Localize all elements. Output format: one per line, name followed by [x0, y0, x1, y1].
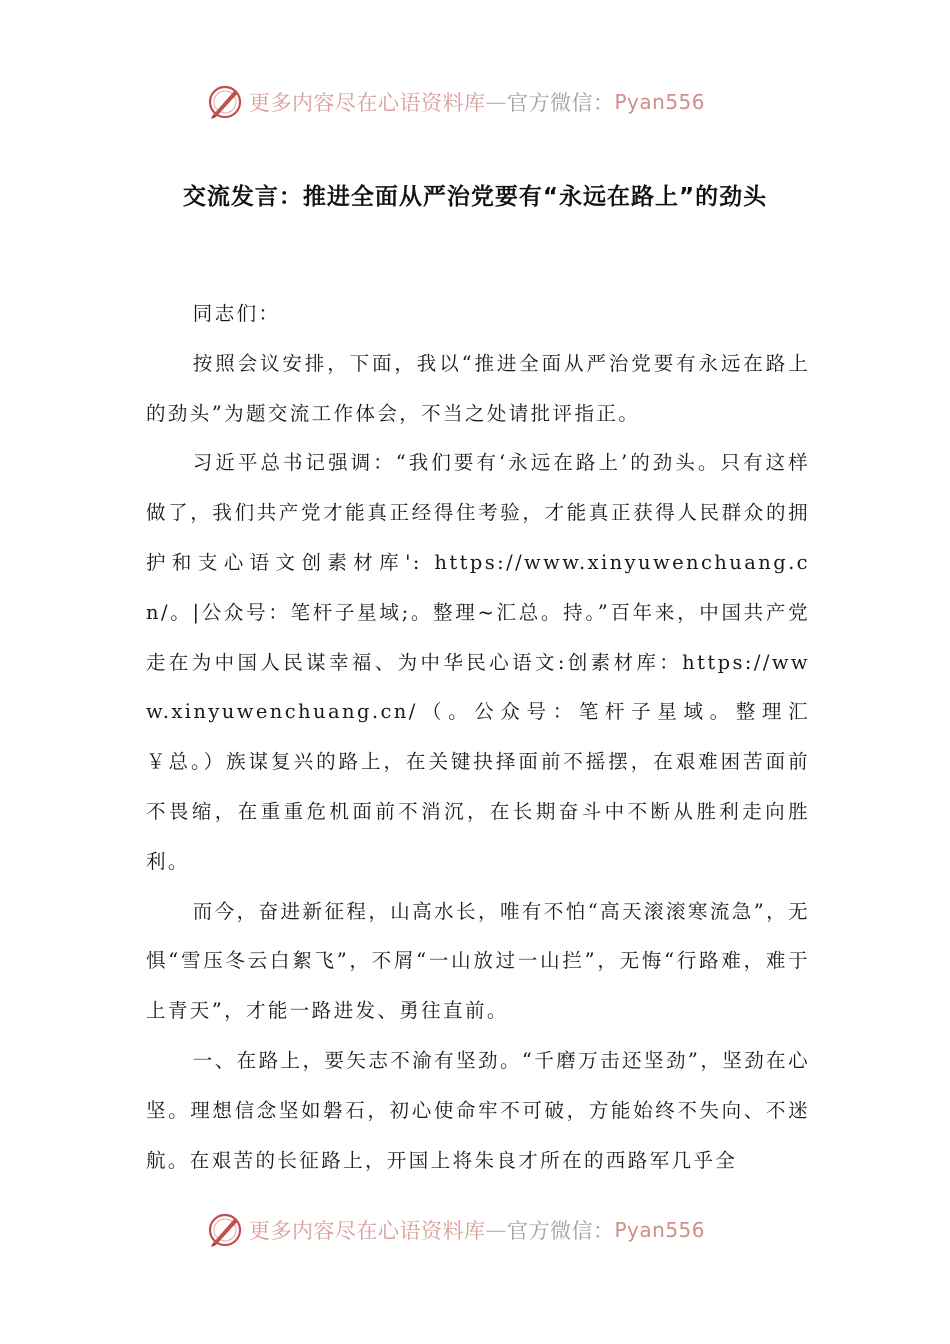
paragraph: 而今，奋进新征程，山高水长，唯有不怕“高天滚滚寒流急”，无惧“雪压冬云白絮飞”，不屑“一山放过一山拦”，无悔“行路难，难于上青天”，才能一路进发、勇往直前。	[146, 899, 810, 1023]
watermark-wechat-label: 官方微信：	[506, 91, 615, 115]
paragraph: 按照会议安排，下面，我以“推进全面从严治党要有永远在路上的劲头”为题交流工作体会，不当之处请批评指正。	[146, 351, 810, 425]
watermark-text: 更多内容尽在心语资料库	[248, 1219, 486, 1243]
watermark-text: 更多内容尽在心语资料库	[248, 91, 486, 115]
watermark-wechat-label: 官方微信：	[506, 1219, 615, 1243]
watermark-wechat-id: Pyan556	[614, 90, 705, 114]
watermark-dash: —	[485, 90, 507, 114]
watermark-wechat-id: Pyan556	[614, 1218, 705, 1242]
pen-circle-logo-icon	[205, 1210, 245, 1250]
pen-circle-logo-icon	[205, 82, 245, 122]
watermark-dash: —	[485, 1218, 507, 1242]
paragraph: 一、在路上，要矢志不渝有坚劲。“千磨万击还坚劲”，坚劲在心坚。理想信念坚如磐石，初心使命牢不可破，方能始终不失向、不迷航。在艰苦的长征路上，开国上将朱良才所在的西路军几乎全	[146, 1048, 810, 1172]
document-body	[146, 289, 810, 1185]
footer-watermark	[0, 1210, 950, 1250]
header-watermark	[0, 82, 950, 122]
document-title: 交流发言：推进全面从严治党要有“永远在路上”的劲头	[182, 184, 768, 210]
greeting: 同志们：	[192, 302, 281, 325]
paragraph: 习近平总书记强调：“我们要有‘永远在路上’的劲头。只有这样做了，我们共产党才能真正经得住考验，才能真正获得人民群众的拥护和支心语文创素材库': https://www.xinyuwenchuang.cn/。|公众号：笔杆子星域;。整理~汇总。持。”百年来，中国共产党走在为中国人民谋幸福、为中华民心语文:创素材库：https://www.xinyuwenchuang.cn/（。公众号：笔杆子星域。整理汇￥总。）族谋复兴的路上，在关键抉择面前不摇摆，在艰难困苦面前不畏缩，在重重危机面前不消沉，在长期奋斗中不断从胜利走向胜利。	[146, 451, 810, 873]
